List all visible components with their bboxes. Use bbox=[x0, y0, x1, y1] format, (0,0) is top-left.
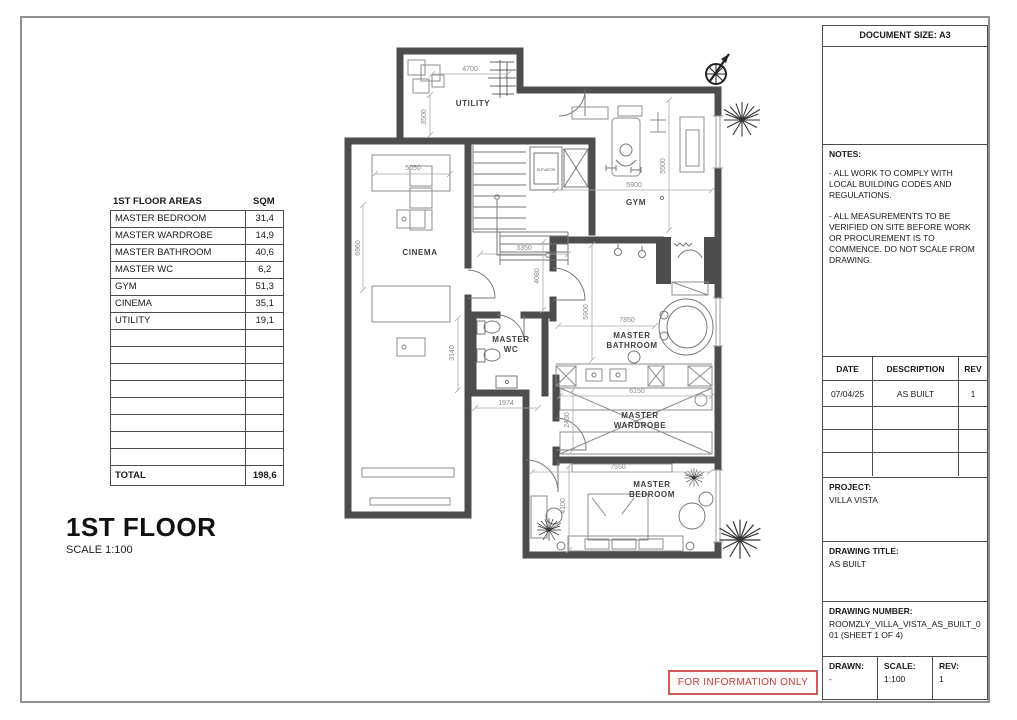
areas-table-title: 1ST FLOOR AREAS bbox=[113, 196, 202, 207]
cinema-sofa-icon bbox=[362, 155, 454, 505]
notes-paragraph: - ALL WORK TO COMPLY WITH LOCAL BUILDING CODES AND REGULATIONS. bbox=[829, 168, 953, 201]
drawing-number-label: DRAWING NUMBER: bbox=[829, 606, 913, 616]
table-row: MASTER WC 6,2 bbox=[111, 262, 283, 279]
table-row-empty bbox=[111, 398, 283, 415]
title-block bbox=[822, 25, 988, 700]
svg-text:5900: 5900 bbox=[583, 304, 590, 320]
svg-text:5050: 5050 bbox=[405, 165, 421, 172]
svg-text:2430: 2430 bbox=[564, 412, 571, 428]
room-labels bbox=[402, 99, 675, 499]
svg-text:3140: 3140 bbox=[449, 345, 456, 361]
lounge-chair-icon bbox=[679, 492, 713, 529]
logo-box bbox=[822, 47, 988, 145]
drawing-number-value: ROOMZLY_VILLA_VISTA_AS_BUILT_001 (SHEET 1 OF 4) bbox=[829, 619, 981, 641]
vanity-icon bbox=[556, 351, 712, 386]
elevator-label: ELEVATOR bbox=[536, 168, 556, 172]
room-label-master-wc: MASTER bbox=[492, 335, 530, 344]
notes-paragraph: - ALL MEASUREMENTS TO BE VERIFIED ON SITE BEFORE WORK OR PROCUREMENT IS TO COMMENCE. DO NOT SCALE FROM DRAWING. bbox=[829, 211, 975, 266]
svg-text:6150: 6150 bbox=[629, 388, 645, 395]
drawing-title-value: AS BUILT bbox=[829, 559, 867, 570]
table-row: GYM 51,3 bbox=[111, 279, 283, 296]
desk-icon bbox=[531, 496, 562, 538]
room-label-master-wardrobe: MASTER bbox=[621, 411, 659, 420]
project-section bbox=[822, 478, 988, 542]
floor-plan bbox=[330, 35, 780, 570]
revision-header-date: DATE bbox=[823, 357, 873, 381]
drawing-title-label: DRAWING TITLE: bbox=[829, 546, 899, 556]
drawn-scale-rev-row bbox=[822, 657, 988, 700]
scale-cell: SCALE: 1:100 bbox=[878, 657, 933, 699]
elevator-icon bbox=[530, 147, 588, 190]
table-row: MASTER BATHROOM 40,6 bbox=[111, 245, 283, 262]
areas-table-unit: SQM bbox=[253, 196, 275, 207]
revision-description: AS BUILT bbox=[873, 381, 959, 407]
room-label-cinema: CINEMA bbox=[402, 248, 438, 257]
floor-title bbox=[66, 512, 216, 556]
svg-text:WARDROBE: WARDROBE bbox=[613, 421, 667, 430]
table-row-total: TOTAL 198,6 bbox=[111, 466, 283, 485]
revision-row-empty bbox=[823, 453, 873, 476]
svg-text:4700: 4700 bbox=[462, 66, 478, 73]
information-only-stamp: FOR INFORMATION ONLY bbox=[668, 670, 818, 695]
svg-text:5500: 5500 bbox=[660, 158, 667, 174]
revision-row-empty bbox=[823, 430, 873, 453]
notes-section bbox=[822, 145, 988, 357]
table-row-empty bbox=[111, 415, 283, 432]
table-row-empty bbox=[111, 330, 283, 347]
utility-furniture-icon bbox=[408, 60, 516, 230]
revision-table bbox=[822, 357, 988, 478]
table-row: MASTER WARDROBE 14,9 bbox=[111, 228, 283, 245]
svg-text:6960: 6960 bbox=[355, 240, 362, 256]
revision-date: 07/04/25 bbox=[823, 381, 873, 407]
drawing-title-section bbox=[822, 542, 988, 602]
table-row-empty bbox=[111, 381, 283, 398]
svg-text:3350: 3350 bbox=[516, 245, 532, 252]
revision-rev: 1 bbox=[959, 381, 987, 407]
project-value: VILLA VISTA bbox=[829, 495, 878, 506]
svg-text:BEDROOM: BEDROOM bbox=[629, 490, 675, 499]
bathtub-icon bbox=[659, 299, 713, 355]
svg-text:7550: 7550 bbox=[610, 464, 626, 471]
table-row: CINEMA 35,1 bbox=[111, 296, 283, 313]
floor-scale: SCALE 1:100 bbox=[66, 544, 133, 556]
document-size: DOCUMENT SIZE: A3 bbox=[822, 25, 988, 47]
room-label-master-bathroom: MASTER bbox=[613, 331, 651, 340]
revision-row-empty bbox=[823, 407, 873, 430]
table-row-empty bbox=[111, 364, 283, 381]
rev-cell: REV: 1 bbox=[939, 661, 959, 685]
notes-heading: NOTES: bbox=[829, 149, 862, 159]
areas-table-header bbox=[110, 196, 284, 210]
table-row-empty bbox=[111, 347, 283, 364]
drawing-number-section bbox=[822, 602, 988, 657]
svg-text:4080: 4080 bbox=[534, 268, 541, 284]
room-label-master-bedroom: MASTER bbox=[633, 480, 671, 489]
revision-header-description: DESCRIPTION bbox=[873, 357, 959, 381]
table-row: UTILITY 19,1 bbox=[111, 313, 283, 330]
room-label-gym: GYM bbox=[625, 198, 647, 207]
svg-text:BATHROOM: BATHROOM bbox=[606, 341, 658, 350]
revision-header-rev: REV bbox=[959, 357, 987, 381]
svg-text:5900: 5900 bbox=[626, 182, 642, 189]
table-row: MASTER BEDROOM 31,4 bbox=[111, 211, 283, 228]
areas-table bbox=[110, 196, 284, 486]
project-label: PROJECT: bbox=[829, 482, 872, 492]
table-row-empty bbox=[111, 449, 283, 466]
toilet-icon bbox=[477, 321, 517, 388]
table-row-empty bbox=[111, 432, 283, 449]
drawn-cell: DRAWN: - bbox=[823, 657, 878, 699]
page-title: 1ST FLOOR bbox=[66, 512, 217, 542]
svg-text:3500: 3500 bbox=[421, 109, 428, 125]
svg-text:WC: WC bbox=[503, 345, 519, 354]
room-label-utility: UTILITY bbox=[455, 99, 491, 108]
north-arrow-icon bbox=[706, 54, 729, 84]
bed-icon bbox=[557, 494, 694, 551]
svg-text:7850: 7850 bbox=[619, 317, 635, 324]
svg-text:4100: 4100 bbox=[560, 498, 567, 514]
svg-text:1974: 1974 bbox=[498, 400, 514, 407]
